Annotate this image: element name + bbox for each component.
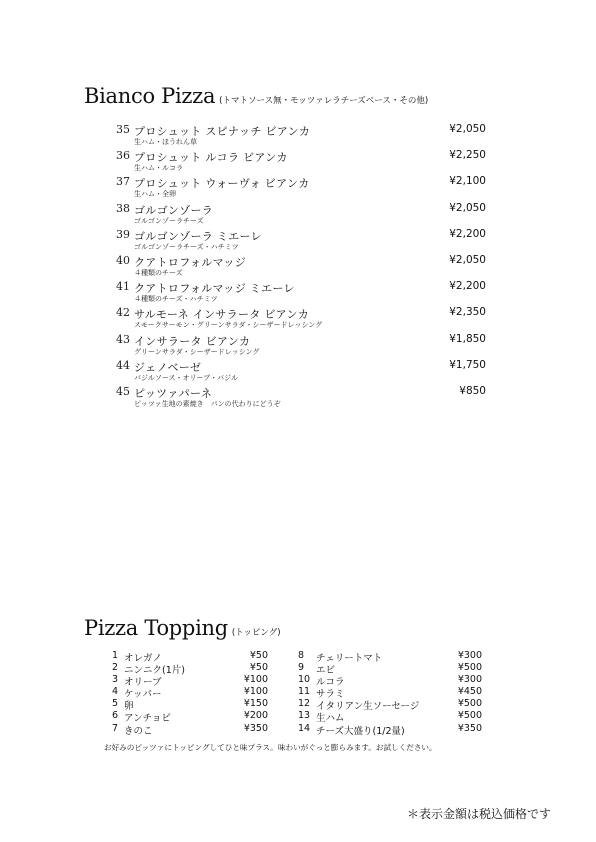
- topping-price: ¥50: [249, 650, 268, 661]
- topping-name: イタリアン生ソーセージ: [316, 701, 420, 713]
- pizza-name: ピッツァパーネ: [134, 386, 212, 400]
- pizza-number: 40: [116, 253, 130, 267]
- topping-number: 2: [112, 662, 119, 674]
- topping-name: チーズ大盛り(1/2量): [316, 725, 405, 737]
- pizza-price: ¥2,250: [449, 149, 486, 162]
- topping-name: 生ハム: [316, 713, 345, 725]
- pizza-name: プロシュット ルコラ ビアンカ: [134, 151, 288, 165]
- topping-name: アンチョビ: [124, 713, 171, 725]
- topping-item: [298, 686, 482, 701]
- pizza-topping-heading: [84, 616, 281, 640]
- topping-name: ニンニク(1片): [124, 665, 185, 677]
- pizza-price: ¥2,050: [449, 123, 486, 135]
- pizza-topping-title: Pizza Topping: [84, 616, 228, 640]
- topping-list-right: [298, 650, 482, 735]
- topping-item: [298, 698, 482, 713]
- topping-item: [112, 686, 268, 701]
- topping-item: [298, 662, 482, 677]
- topping-price: ¥350: [457, 722, 482, 734]
- pizza-number: 35: [116, 123, 130, 136]
- pizza-number: 36: [116, 149, 130, 163]
- bianco-pizza-title: Bianco Pizza: [84, 84, 216, 108]
- topping-number: 7: [112, 722, 119, 734]
- pizza-item: [114, 358, 486, 384]
- pizza-number: 39: [116, 227, 130, 241]
- topping-number: 13: [298, 710, 311, 722]
- pizza-description: ゴルゴンゾーラチーズ・ハチミツ: [134, 242, 239, 251]
- topping-number: 6: [112, 710, 119, 722]
- topping-name: ルコラ: [316, 677, 345, 689]
- topping-item: [112, 674, 268, 689]
- topping-item: [112, 723, 268, 735]
- pizza-item: [114, 201, 486, 227]
- pizza-name: クアトロフォルマッジ: [134, 255, 247, 269]
- pizza-number: 37: [116, 175, 130, 189]
- pizza-item: [114, 384, 486, 410]
- pizza-name: インサラータ ビアンカ: [134, 334, 251, 348]
- topping-item: [298, 710, 482, 725]
- topping-number: 4: [112, 686, 119, 698]
- pizza-description: バジルソース・オリーブ・バジル: [134, 373, 238, 382]
- topping-item: [112, 662, 268, 677]
- pizza-description: スモークサーモン・グリーンサラダ・シーザードレッシング: [134, 321, 323, 330]
- topping-number: 9: [298, 662, 305, 674]
- pizza-topping-subtitle: (トッピング): [231, 628, 281, 638]
- pizza-name: ゴルゴンゾーラ ミエーレ: [134, 229, 262, 243]
- pizza-name: クアトロフォルマッジ ミエーレ: [134, 282, 295, 296]
- topping-name: エビ: [316, 665, 336, 677]
- pizza-description: ４種類のチーズ: [134, 268, 183, 277]
- topping-note: お好みのピッツァにトッピングしてひと味プラス。味わいがぐっと膨らみます。お試しください。: [104, 743, 437, 752]
- topping-number: 10: [298, 674, 311, 686]
- bianco-pizza-list: [114, 122, 486, 410]
- pizza-description: ゴルゴンゾーラチーズ: [134, 216, 204, 225]
- topping-price: ¥150: [243, 698, 268, 710]
- pizza-name: ゴルゴンゾーラ: [134, 203, 214, 217]
- topping-name: ケッパー: [124, 689, 162, 701]
- topping-price: ¥350: [243, 722, 268, 734]
- pizza-item: [114, 253, 486, 279]
- pizza-number: 44: [116, 358, 130, 372]
- topping-item: [112, 710, 268, 725]
- pizza-description: グリーンサラダ・シーザードレッシング: [134, 347, 260, 356]
- pizza-number: 42: [116, 306, 130, 320]
- pizza-number: 38: [116, 201, 130, 215]
- topping-number: 1: [112, 650, 119, 661]
- pizza-number: 41: [116, 280, 130, 294]
- pizza-number: 45: [116, 384, 130, 398]
- topping-name: きのこ: [124, 725, 153, 737]
- topping-item: [112, 650, 268, 662]
- topping-price: ¥500: [457, 710, 482, 722]
- pizza-name: ジェノベーゼ: [134, 360, 202, 374]
- pizza-name: プロシュット スピナッチ ビアンカ: [134, 125, 311, 138]
- topping-price: ¥300: [457, 650, 482, 661]
- pizza-item: [114, 332, 486, 358]
- topping-price: ¥50: [249, 662, 268, 674]
- pizza-price: ¥1,750: [449, 358, 486, 371]
- topping-list-left: [112, 650, 268, 735]
- pizza-name: サルモーネ インサラータ ビアンカ: [134, 308, 310, 322]
- tax-note: ＊表示金額は税込価格です: [407, 807, 552, 821]
- topping-price: ¥500: [457, 662, 482, 674]
- topping-name: オレガノ: [124, 653, 163, 664]
- topping-item: [112, 698, 268, 713]
- pizza-price: ¥1,850: [449, 332, 486, 345]
- pizza-description: ピッツァ生地の素焼き パンの代わりにどうぞ: [134, 399, 281, 408]
- pizza-price: ¥2,050: [449, 201, 486, 214]
- pizza-price: ¥850: [459, 384, 486, 397]
- topping-number: 8: [298, 650, 305, 661]
- pizza-price: ¥2,200: [449, 227, 486, 240]
- pizza-item: [114, 227, 486, 253]
- topping-price: ¥500: [457, 698, 482, 710]
- pizza-description: 生ハム・ほうれん草: [134, 138, 197, 146]
- topping-name: 卵: [124, 701, 134, 713]
- pizza-price: ¥2,050: [449, 253, 486, 266]
- pizza-description: 生ハム・ルコラ: [134, 164, 183, 173]
- pizza-name: プロシュット ウォーヴォ ビアンカ: [134, 177, 310, 191]
- pizza-description: 生ハム・全卵: [134, 190, 176, 199]
- bianco-pizza-subtitle: (トマトソース無・モッツァレラチーズベース・その他): [219, 96, 429, 106]
- topping-number: 3: [112, 674, 119, 686]
- topping-price: ¥200: [243, 710, 268, 722]
- pizza-item: [114, 279, 486, 305]
- topping-number: 14: [298, 722, 311, 734]
- pizza-price: ¥2,350: [449, 306, 486, 319]
- pizza-description: ４種類のチーズ・ハチミツ: [134, 295, 218, 304]
- pizza-number: 43: [116, 332, 130, 346]
- bianco-pizza-heading: [84, 84, 428, 108]
- pizza-price: ¥2,200: [449, 280, 486, 293]
- topping-name: サラミ: [316, 689, 345, 701]
- topping-price: ¥300: [457, 674, 482, 686]
- topping-number: 11: [298, 686, 311, 698]
- pizza-item: [114, 305, 486, 331]
- pizza-item: [114, 148, 486, 174]
- topping-price: ¥100: [243, 674, 268, 686]
- topping-number: 12: [298, 698, 311, 710]
- pizza-item: [114, 122, 486, 148]
- topping-number: 5: [112, 698, 119, 710]
- topping-price: ¥100: [243, 686, 268, 698]
- topping-item: [298, 674, 482, 689]
- pizza-item: [114, 174, 486, 200]
- topping-name: オリーブ: [124, 677, 162, 689]
- pizza-price: ¥2,100: [449, 175, 486, 188]
- topping-name: チェリートマト: [316, 653, 383, 664]
- topping-item: [298, 650, 482, 662]
- topping-price: ¥450: [457, 686, 482, 698]
- topping-item: [298, 723, 482, 735]
